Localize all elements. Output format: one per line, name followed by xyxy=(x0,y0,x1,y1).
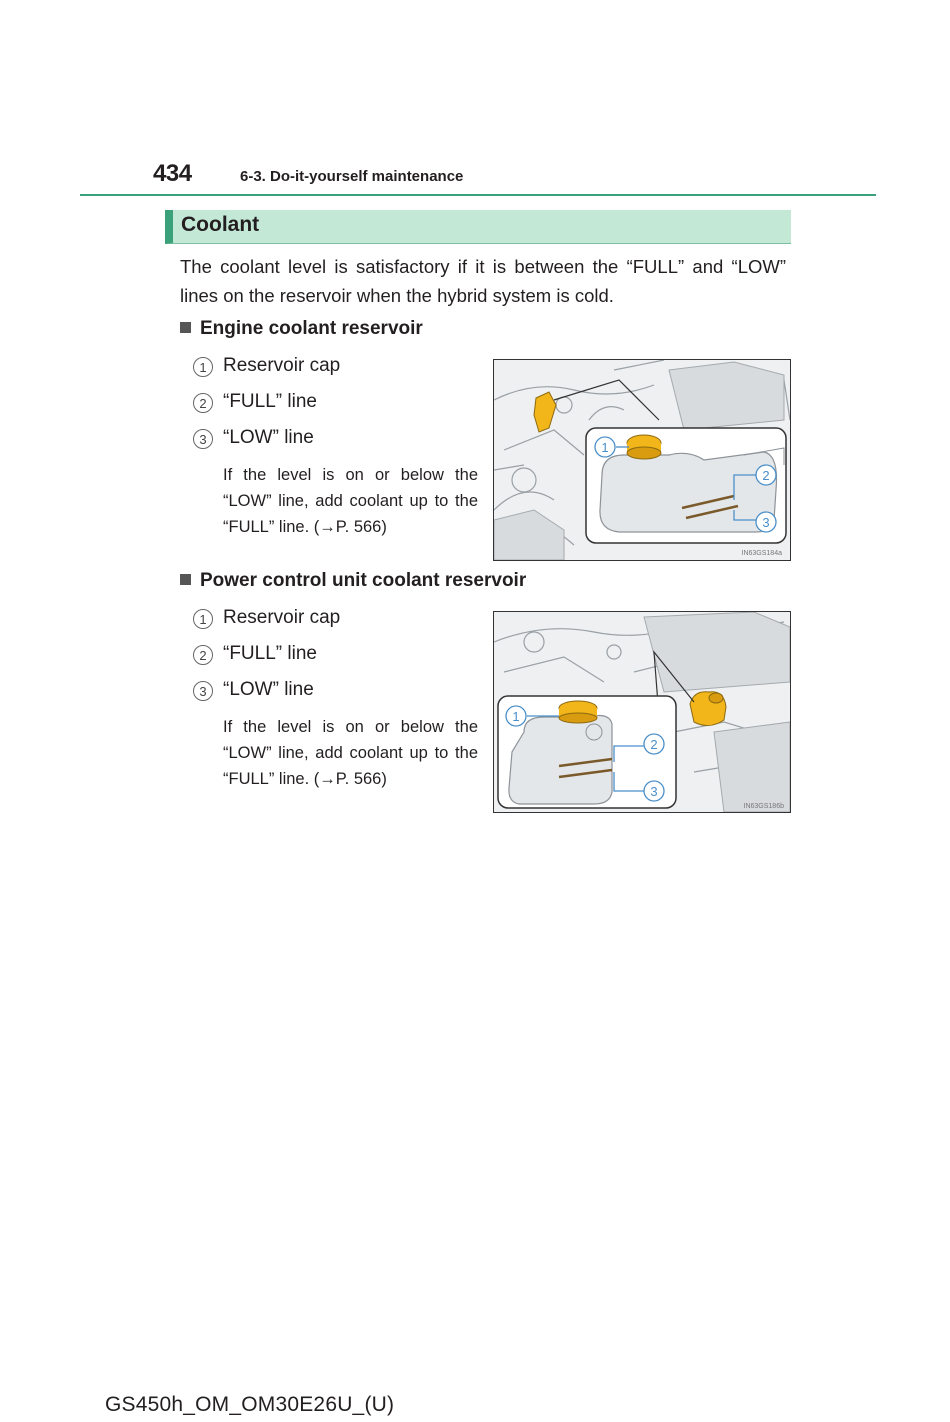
svg-text:2: 2 xyxy=(650,737,658,752)
engine-note: If the level is on or below the “LOW” line, add coolant up to the “FULL” line. (→P. 566) xyxy=(223,466,478,536)
item-label: “FULL” line xyxy=(223,391,317,412)
pcu-reservoir-heading-text: Power control unit coolant reservoir xyxy=(200,570,527,591)
svg-text:1: 1 xyxy=(512,709,520,724)
section-title: Coolant xyxy=(181,213,260,236)
svg-text:1: 1 xyxy=(601,440,609,455)
circled-number-icon: 1 xyxy=(193,609,213,629)
item-label: “LOW” line xyxy=(223,679,314,700)
section-title-bar xyxy=(165,210,791,244)
figure-code: IN63GS186b xyxy=(743,803,784,810)
figure-code: IN63GS184a xyxy=(741,550,782,557)
circled-number-icon: 2 xyxy=(193,645,213,665)
pcu-bay-illustration xyxy=(494,612,790,812)
circled-number-icon: 3 xyxy=(193,429,213,449)
svg-text:3: 3 xyxy=(650,784,658,799)
footer-doc-id: GS450h_OM_OM30E26U_(U) xyxy=(105,1393,395,1416)
engine-reservoir-heading xyxy=(180,318,423,340)
circled-number-icon: 3 xyxy=(193,681,213,701)
item-label: Reservoir cap xyxy=(223,355,341,376)
chapter-title: 6-3. Do-it-yourself maintenance xyxy=(240,168,464,185)
item-label: “LOW” line xyxy=(223,427,314,448)
header-rule xyxy=(80,194,876,196)
intro-paragraph: The coolant level is satisfactory if it is between the “FULL” and “LOW” lines on the reservoir when the hybrid system is cold. xyxy=(180,256,786,306)
page-number: 434 xyxy=(153,160,192,187)
circled-number-icon: 2 xyxy=(193,393,213,413)
item-label: “FULL” line xyxy=(223,643,317,664)
engine-reservoir-figure xyxy=(493,359,791,561)
engine-reservoir-heading-text: Engine coolant reservoir xyxy=(200,318,423,339)
circled-number-icon: 1 xyxy=(193,357,213,377)
square-bullet-icon xyxy=(180,574,191,585)
item-label: Reservoir cap xyxy=(223,607,341,628)
engine-bay-illustration xyxy=(494,360,790,560)
pcu-reservoir-figure xyxy=(493,611,791,813)
square-bullet-icon xyxy=(180,322,191,333)
pcu-note: If the level is on or below the “LOW” line, add coolant up to the “FULL” line. (→P. 566) xyxy=(223,718,478,788)
svg-text:3: 3 xyxy=(762,515,770,530)
svg-text:2: 2 xyxy=(762,468,770,483)
pcu-reservoir-heading xyxy=(180,570,526,592)
